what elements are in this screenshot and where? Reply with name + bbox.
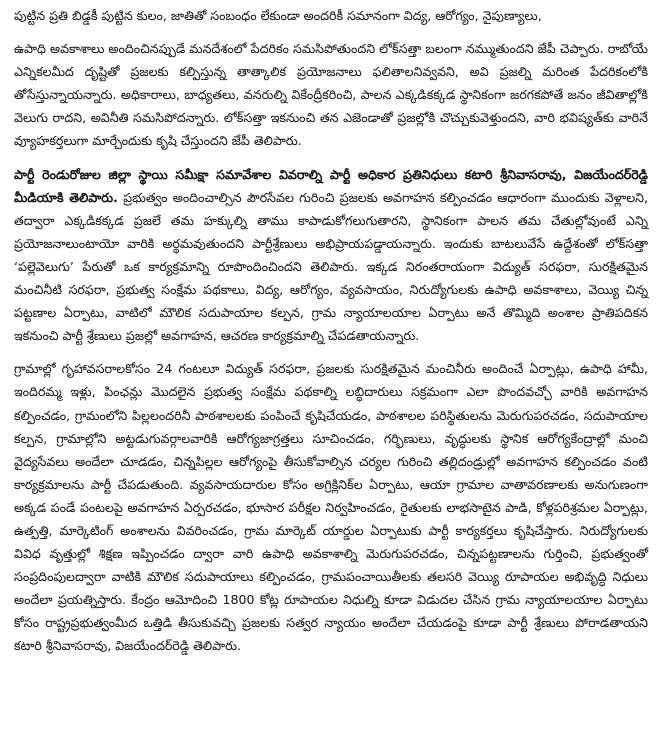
paragraph-2-text: ఉపాధి అవకాశాలు అందించినప్పుడే మనదేశంలో పేదరికం సమసిపోతుందని లోక్‌సత్తా బలంగా నమ్ముతుందని జేపీ చెప్పారు. రాబోయే ఎన్నికలమీద దృష్టితో ప్రజలకు కల్పిస్తున్న తాత్కాలిక ప్రయోజనాలు ఫలితాలనివ్వవని, అవి ప్రజల్ని మరింత పేదరికంలోకి తోసేస్తున్నాయన్నారు. అధికారాలు, బాధ్యతలు, వనరుల్ని వికేంద్రీకరించి, పాలన ఎక్కడికక్కడ స్థానికంగా జరగకపోతే జనం జీవితాల్లోకి వెలుగు రాదని, అవినీతి సమసిపోదన్నారు. లోక్‌సత్తా ఇకనుంచి తన ఎజెండాతో ప్రజల్లోకి చొచ్చుకువెళ్తుందని, వారి భవిష్యత్‌కు వారినే వ్యూహకర్తలుగా మార్చేందుకు కృషి చేస్తుందని జేపీ తెలిపారు. xyxy=(14,41,648,149)
paragraph-3-text: ప్రభుత్వం అందించాల్సిన పౌరసేవల గురించి ప్రజలకు అవగాహన కల్పించడం ఆధారంగా ముందుకు వెళ్లాలని, తద్వారా ఎక్కడికక్కడ ప్రజలే తమ హక్కుల్ని తాము కాపాడుకోగలుగుతారని, స్థానికంగా పాలన తమ చేతుల్లోవుంటే ఎన్ని ప్రయోజనాలుంటాయో వారికి అర్థమవుతుందని పార్టీశ్రేణులు అభిప్రాయపడ్డాయన్నారు. ఇందుకు బాటలువేసే ఉద్దేశంతో లోక్‌సత్తా ‘పల్లెవెలుగు’ పేరుతో ఒక కార్యక్రమాన్ని రూపొందించిందని తెలిపారు. ఇక్కడ నిరంతరాయంగా విద్యుత్ సరఫరా, సురక్షితమైన మంచినీటి సరఫరా, ప్రభుత్వ సంక్షేమ పథకాలు, విద్య, ఆరోగ్యం, వ్యవసాయం, నిరుద్యోగులకు ఉపాధి అవకాశాలు, వెయ్యి చిన్న పట్టణాల ఏర్పాటు, వాటిలో మౌలిక సదుపాయాల కల్పన, గ్రామ న్యాయాలయాల ఏర్పాటు అనే తొమ్మిది అంశాల ప్రాతిపదికన ఇకనుంచి పార్టీ శ్రేణులు ప్రజల్లో అవగాహన, ఆచరణ కార్యక్రమాల్ని చేపడతాయన్నారు. xyxy=(14,189,648,344)
article-paragraph-2 xyxy=(14,37,648,152)
paragraph-3-bold-lead: పార్టీ రెండురోజుల జిల్లా స్థాయి సమీక్షా సమావేశాల వివరాల్ని పార్టీ అధికార ప్రతినిధులు కటారి శ్రీనివాసరావు, విజయేందర్‌రెడ్డి మీడియాకి తెలిపారు. xyxy=(14,166,648,205)
article-paragraph-3 xyxy=(14,163,648,348)
news-article xyxy=(14,4,648,658)
paragraph-1-text: పుట్టిన ప్రతి బిడ్డకీ పుట్టిన కులం, జాతితో సంబంధం లేకుండా అందరికీ సమానంగా విద్య, ఆరోగ్యం, నైపుణ్యాలు, xyxy=(14,8,542,23)
paragraph-4-text: గ్రామాల్లో గృహావసరాలకోసం 24 గంటలూ విద్యుత్ సరఫరా, ప్రజలకు సురక్షితమైన మంచినీరు అందించే ఏర్పాట్లు, ఉపాధి హామీ, ఇందిరమ్మ ఇళ్లు, పింఛన్లు మొదలైన ప్రభుత్వ సంక్షేమ పథకాల్ని లబ్ధిదారులు సక్రమంగా ఎలా పొందవచ్చో వారికి అవగాహన కల్పించడం, గ్రామంలోని పిల్లలందరినీ పాఠశాలలకు పంపించే కృషిచేయడం, పాఠశాలల పరిస్థితులను మెరుగుపరచడం, సదుపాయాల కల్పన, గ్రామాల్లోని అట్టడుగువర్గాలవారికి ఆరోగ్యజాగ్రత్తలు సూచించడం, గర్భిణులు, వృద్ధులకు స్థానిక ఆరోగ్యకేంద్రాల్లో మంచి వైద్యసేవలు అందేలా చూడడం, చిన్నపిల్లల ఆరోగ్యంపై తీసుకోవాల్సిన చర్యల గురించి తల్లిదండ్రుల్లో అవగాహన కల్పించడం వంటి కార్యక్రమాలను పార్టీ చేపడుతుంది. వ్యవసాయదారుల కోసం అగ్రిక్లినిక్‌ల ఏర్పాటు, ఆయా గ్రామాల వాతావరణాలకు అనుగుణంగా అక్కడ పండే పంటలపై అవగాహన ఏర్పరచడం, భూసార పరీక్షల నిర్వహించడం, రైతులకు లాభసాటైన పాడి, కోళ్లపరిశ్రమల ఏర్పాట్లు, ఉత్పత్తి, మార్కెటింగ్ అంశాలను వివరించడం, గ్రామ మార్కెట్ యార్డుల ఏర్పాటుకు పార్టీ కార్యకర్తలు కృషిచేస్తారు. నిరుద్యోగులకు వివిధ వృత్తుల్లో శిక్షణ ఇప్పించడం ద్వారా వారి ఉపాధి అవకాశాల్ని మెరుగుపరచడం, చిన్నపట్టణాలను గుర్తించి, ప్రభుత్వంతో సంప్రదింపులద్వారా వాటికి మౌలిక సదుపాయాలు కల్పించడం, గ్రామపంచాయితీలకు తలసరి వెయ్యి రూపాయల అభివృద్ధి నిధులు అందేలా ప్రయత్నిస్తారు. కేంద్రం ఆమోదించి 1800 కోట్ల రూపాయల నిధుల్ని కూడా విడుదల చేసిన గ్రామ న్యాయాలయాల ఏర్పాటు కోసం రాష్ట్రప్రభుత్వంమీద ఒత్తిడి తీసుకువచ్చి ప్రజలకు సత్వర న్యాయం అందేలా చేయడంపై కూడా పార్టీ శ్రేణులు పోరాడతాయని కటారి శ్రీనివాసరావు, విజయేందర్‌రెడ్డి తెలిపారు. xyxy=(14,361,648,654)
article-paragraph-4 xyxy=(14,357,648,657)
article-paragraph-1 xyxy=(14,4,648,27)
